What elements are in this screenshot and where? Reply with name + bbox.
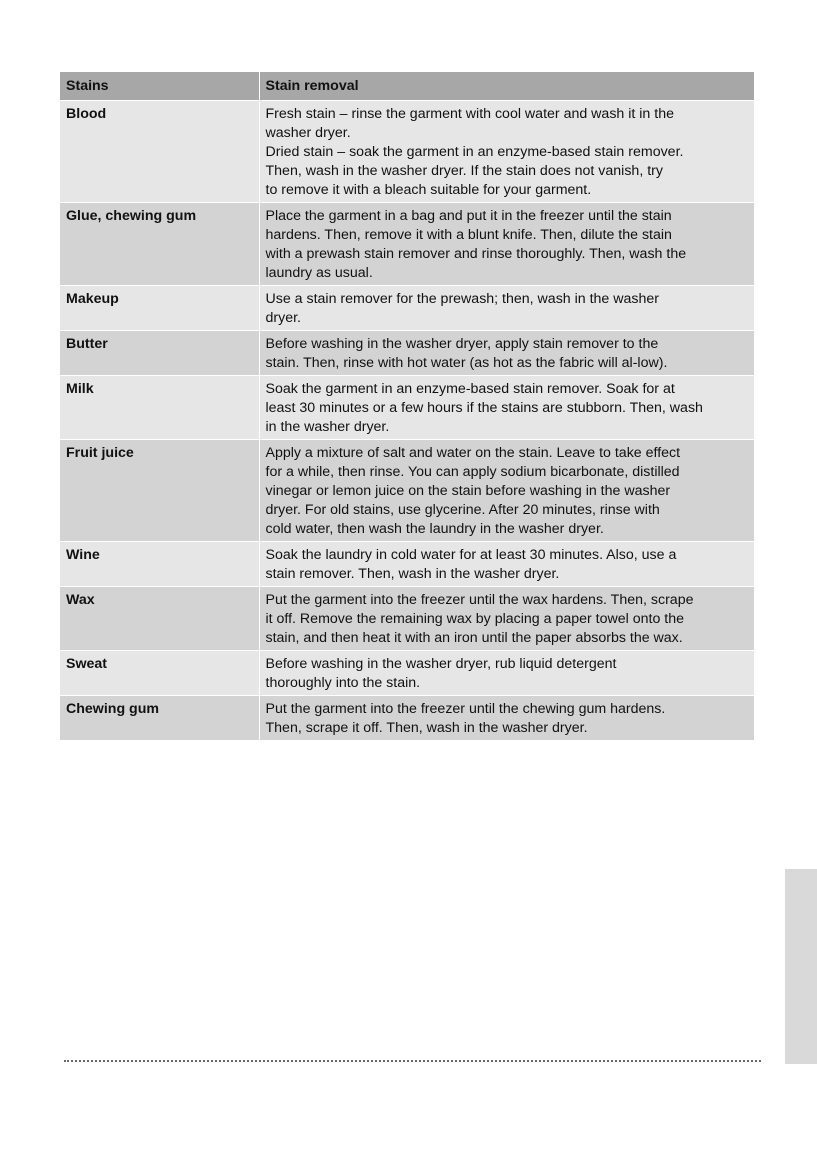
removal-line: Dried stain – soak the garment in an enzyme-based stain remover. — [265, 144, 684, 160]
removal-line: least 30 minutes or a few hours if the stains are stubborn. Then, wash — [265, 400, 703, 416]
stain-removal-text — [259, 376, 754, 440]
removal-line: vinegar or lemon juice on the stain before washing in the washer — [265, 483, 671, 499]
stain-name: Glue, chewing gum — [60, 203, 259, 286]
stain-name: Milk — [60, 376, 259, 440]
stain-removal-text — [259, 101, 754, 203]
stain-removal-text — [259, 203, 754, 286]
table-header-row — [60, 72, 754, 101]
stain-removal-text — [259, 440, 754, 542]
removal-line: Fresh stain – rinse the garment with cool water and wash it in the — [265, 106, 674, 122]
column-header-stains: Stains — [60, 72, 259, 101]
removal-line: dryer. For old stains, use glycerine. After 20 minutes, rinse with — [265, 502, 660, 518]
table-row — [60, 651, 754, 696]
removal-line: Then, wash in the washer dryer. If the stain does not vanish, try — [265, 163, 663, 179]
removal-line: cold water, then wash the laundry in the washer dryer. — [265, 521, 604, 537]
removal-line: Then, scrape it off. Then, wash in the washer dryer. — [265, 720, 588, 736]
removal-line: in the washer dryer. — [265, 419, 390, 435]
removal-line: hardens. Then, remove it with a blunt knife. Then, dilute the stain — [265, 227, 672, 243]
side-thumb-tab — [785, 869, 817, 1064]
table-row — [60, 440, 754, 542]
removal-line: Put the garment into the freezer until the wax hardens. Then, scrape — [265, 592, 694, 608]
removal-line: to remove it with a bleach suitable for your garment. — [265, 182, 592, 198]
removal-line: laundry as usual. — [265, 265, 373, 281]
stain-removal-text — [259, 286, 754, 331]
removal-line: Apply a mixture of salt and water on the stain. Leave to take effect — [265, 445, 681, 461]
stain-name: Wax — [60, 587, 259, 651]
stain-name: Butter — [60, 331, 259, 376]
removal-line: Place the garment in a bag and put it in the freezer until the stain — [265, 208, 672, 224]
table-row — [60, 696, 754, 741]
table-row — [60, 542, 754, 587]
removal-line: washer dryer. — [265, 125, 351, 141]
removal-line: stain remover. Then, wash in the washer dryer. — [265, 566, 560, 582]
removal-line: with a prewash stain remover and rinse thoroughly. Then, wash the — [265, 246, 687, 262]
stain-removal-text — [259, 651, 754, 696]
stain-removal-text — [259, 696, 754, 741]
stain-name: Chewing gum — [60, 696, 259, 741]
removal-line: Put the garment into the freezer until the chewing gum hardens. — [265, 701, 666, 717]
column-header-stain-removal: Stain removal — [259, 72, 754, 101]
removal-line: for a while, then rinse. You can apply sodium bicarbonate, distilled — [265, 464, 680, 480]
removal-line: stain. Then, rinse with hot water (as hot as the fabric will al-low). — [265, 355, 668, 371]
removal-line: Before washing in the washer dryer, rub liquid detergent — [265, 656, 617, 672]
removal-line: stain, and then heat it with an iron until the paper absorbs the wax. — [265, 630, 683, 646]
table-row — [60, 376, 754, 440]
stain-name: Wine — [60, 542, 259, 587]
stain-removal-table — [60, 72, 754, 740]
table-row — [60, 203, 754, 286]
stain-name: Fruit juice — [60, 440, 259, 542]
removal-line: Soak the garment in an enzyme-based stain remover. Soak for at — [265, 381, 675, 397]
stain-name: Sweat — [60, 651, 259, 696]
table-row — [60, 587, 754, 651]
removal-line: Soak the laundry in cold water for at least 30 minutes. Also, use a — [265, 547, 677, 563]
table-row — [60, 101, 754, 203]
removal-line: it off. Remove the remaining wax by placing a paper towel onto the — [265, 611, 685, 627]
table-body — [60, 101, 754, 741]
table-row — [60, 331, 754, 376]
stain-removal-text — [259, 587, 754, 651]
removal-line: thoroughly into the stain. — [265, 675, 421, 691]
stain-name: Makeup — [60, 286, 259, 331]
stain-name: Blood — [60, 101, 259, 203]
removal-line: Use a stain remover for the prewash; then, wash in the washer — [265, 291, 660, 307]
footer-dotted-divider — [64, 1060, 761, 1062]
table-row — [60, 286, 754, 331]
stain-removal-text — [259, 331, 754, 376]
removal-line: Before washing in the washer dryer, apply stain remover to the — [265, 336, 659, 352]
stain-removal-text — [259, 542, 754, 587]
removal-line: dryer. — [265, 310, 301, 326]
